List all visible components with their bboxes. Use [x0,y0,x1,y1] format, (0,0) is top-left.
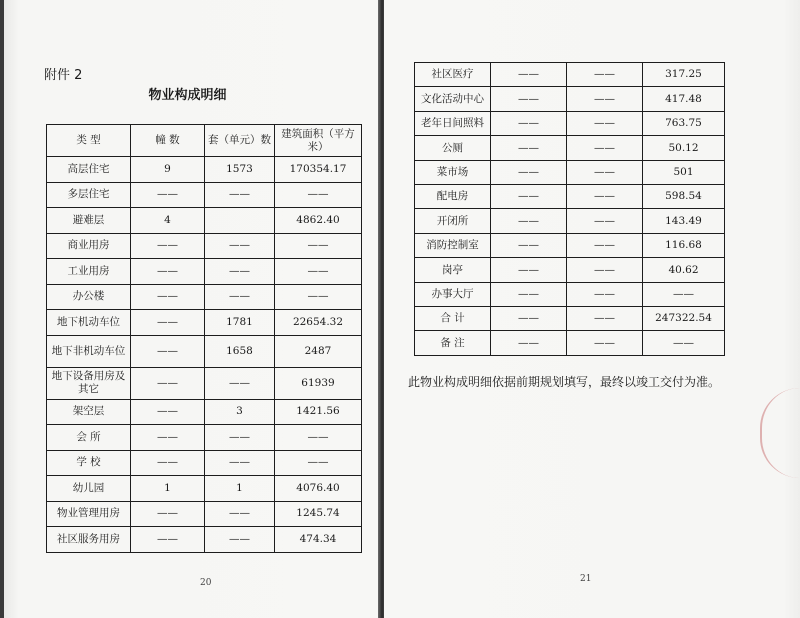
property-table-left [46,124,362,553]
table-cell [205,208,275,234]
row-type-cell: 工业用房 [47,259,131,285]
document-title: 物业构成明细 [148,88,227,103]
row-type-cell: 配电房 [415,184,491,208]
row-type-cell: 商业用房 [47,233,131,259]
table-cell: 9 [131,157,205,183]
table-row [415,282,725,306]
table-cell: —— [131,450,205,476]
header-cell: 建筑面积（平方米） [275,125,362,157]
row-type-cell: 会 所 [47,425,131,451]
table-cell: —— [275,259,362,285]
page-number-right: 21 [580,574,592,584]
table-row [47,476,362,502]
table-cell: 4 [131,208,205,234]
table-row [415,160,725,184]
row-type-cell: 社区服务用房 [47,527,131,553]
table-row [47,233,362,259]
table-cell: —— [491,233,567,257]
page-number-left: 20 [200,578,212,588]
table-row [47,425,362,451]
table-row [47,501,362,527]
table-cell: —— [131,310,205,336]
table-cell: —— [567,233,643,257]
table-cell: —— [131,233,205,259]
table-cell: 1245.74 [275,501,362,527]
table-cell: —— [491,209,567,233]
table-cell: 317.25 [643,63,725,87]
table-cell: —— [491,282,567,306]
table-cell: —— [567,184,643,208]
table-row [47,367,362,399]
row-type-cell: 社区医疗 [415,63,491,87]
table-cell: —— [491,63,567,87]
table-cell: —— [131,527,205,553]
footnote: 此物业构成明细依据前期规划填写，最终以竣工交付为准。 [408,375,721,389]
row-type-cell: 地下设备用房及其它 [47,367,131,399]
table-cell: 143.49 [643,209,725,233]
table-cell: —— [275,284,362,310]
table-cell: —— [491,111,567,135]
row-type-cell: 高层住宅 [47,157,131,183]
table-cell: 1 [205,476,275,502]
table-cell: 1421.56 [275,399,362,425]
row-type-cell: 开闭所 [415,209,491,233]
table-cell: —— [205,367,275,399]
table-cell: 116.68 [643,233,725,257]
table-cell: —— [205,233,275,259]
table-cell: 763.75 [643,111,725,135]
table-cell: —— [567,331,643,355]
table-cell: —— [205,501,275,527]
header-cell: 类 型 [47,125,131,157]
table-row [415,209,725,233]
table-cell: —— [567,306,643,330]
row-type-cell: 幼儿园 [47,476,131,502]
table-cell: —— [131,259,205,285]
table-cell: 4076.40 [275,476,362,502]
table-cell: 1781 [205,310,275,336]
table-cell: —— [275,182,362,208]
table-row [415,136,725,160]
table-row [47,259,362,285]
table-cell: —— [205,425,275,451]
row-type-cell: 办事大厅 [415,282,491,306]
table-row [415,233,725,257]
table-cell: —— [567,111,643,135]
table-row [47,284,362,310]
table-cell: —— [131,367,205,399]
table-cell: 22654.32 [275,310,362,336]
table-cell: —— [491,258,567,282]
table-cell: —— [275,425,362,451]
table-cell: —— [205,259,275,285]
row-type-cell: 文化活动中心 [415,87,491,111]
table-row [47,527,362,553]
table-cell: —— [567,209,643,233]
table-cell: —— [567,160,643,184]
table-cell: 170354.17 [275,157,362,183]
table-row [47,399,362,425]
table-row [415,258,725,282]
row-type-cell: 老年日间照料 [415,111,491,135]
row-type-cell: 地下非机动车位 [47,335,131,367]
table-cell: —— [491,306,567,330]
table-cell: —— [275,233,362,259]
table-cell: 3 [205,399,275,425]
row-type-cell: 多层住宅 [47,182,131,208]
table-cell: —— [491,184,567,208]
row-type-cell: 物业管理用房 [47,501,131,527]
table-cell: 1658 [205,335,275,367]
table-cell: —— [131,284,205,310]
table-cell: —— [205,450,275,476]
table-cell: 61939 [275,367,362,399]
row-type-cell: 学 校 [47,450,131,476]
table-cell: 4862.40 [275,208,362,234]
table-row [47,208,362,234]
table-cell: —— [567,87,643,111]
table-row [415,111,725,135]
table-header-row [47,125,362,157]
table-cell: 247322.54 [643,306,725,330]
row-type-cell: 岗亭 [415,258,491,282]
table-cell: —— [643,282,725,306]
table-cell: —— [205,284,275,310]
table-cell: —— [205,527,275,553]
table-cell: —— [567,258,643,282]
row-type-cell: 菜市场 [415,160,491,184]
row-type-cell: 架空层 [47,399,131,425]
table-row [47,157,362,183]
table-cell: —— [131,425,205,451]
table-cell: 598.54 [643,184,725,208]
table-row [415,87,725,111]
table-cell: —— [567,282,643,306]
table-cell: 417.48 [643,87,725,111]
table-cell: —— [491,331,567,355]
table-cell: 501 [643,160,725,184]
table-cell: —— [205,182,275,208]
table-cell: —— [491,160,567,184]
table-row [47,182,362,208]
table-cell: 40.62 [643,258,725,282]
table-cell: —— [491,87,567,111]
table-row [47,450,362,476]
table-cell: 474.34 [275,527,362,553]
row-type-cell: 消防控制室 [415,233,491,257]
table-cell: —— [491,136,567,160]
table-row [415,63,725,87]
table-row [415,184,725,208]
row-type-cell: 办公楼 [47,284,131,310]
table-cell: —— [131,335,205,367]
table-cell: 1573 [205,157,275,183]
table-row [415,331,725,355]
table-row [47,310,362,336]
row-type-cell: 公厕 [415,136,491,160]
table-cell: —— [131,399,205,425]
row-type-cell: 地下机动车位 [47,310,131,336]
property-table-right [414,62,725,356]
table-cell: —— [567,136,643,160]
table-cell: 50.12 [643,136,725,160]
table-cell: —— [131,182,205,208]
table-cell: —— [567,63,643,87]
table-cell: 1 [131,476,205,502]
header-cell: 幢 数 [131,125,205,157]
header-cell: 套（单元）数 [205,125,275,157]
table-cell: —— [275,450,362,476]
row-type-cell: 避难层 [47,208,131,234]
table-row [415,306,725,330]
table-cell: —— [131,501,205,527]
row-type-cell: 备 注 [415,331,491,355]
attachment-label: 附件 2 [44,68,83,83]
table-row [47,335,362,367]
table-cell: 2487 [275,335,362,367]
table-cell: —— [643,331,725,355]
row-type-cell: 合 计 [415,306,491,330]
